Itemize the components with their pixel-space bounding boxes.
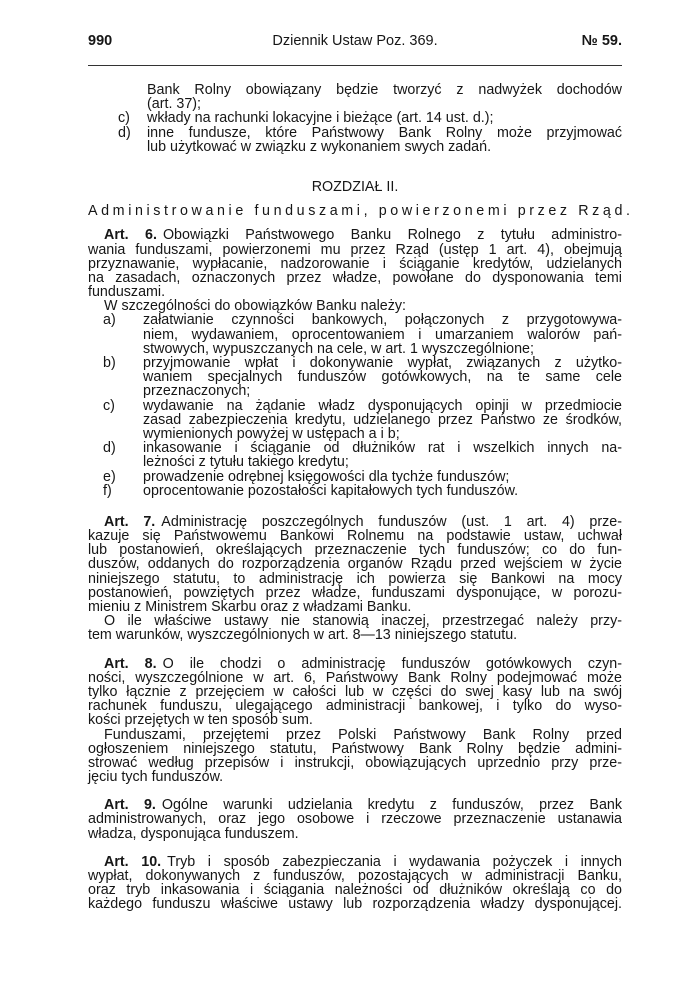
line-text: (art. 37); xyxy=(147,96,202,113)
text-line xyxy=(88,600,622,614)
text-line xyxy=(88,285,622,299)
text-line xyxy=(88,742,622,756)
text-line xyxy=(88,529,622,543)
issue-number: № 59. xyxy=(581,33,622,49)
line-text: inkasowanie i ściąganie od dłużników rat i wszelkich innych na- xyxy=(143,440,622,457)
line-text: przyjmowanie wpłat i dokonywanie wypłat, związanych z użytko- xyxy=(143,355,622,372)
line-text: O ile chodzi o administrację funduszów gotówkowych czyn- xyxy=(162,655,622,672)
enumerated-list xyxy=(88,83,622,154)
line-text: Bank Rolny obowiązany będzie tworzyć z nadwyżek dochodów xyxy=(147,82,622,98)
line-text: zasad zabezpieczenia kredytu, udzielanego przez Państwo ze środków, xyxy=(143,411,622,428)
line-text: mieniu z Ministrem Skarbu oraz z władzami Banku. xyxy=(88,599,412,616)
list-item xyxy=(88,470,622,484)
list-item-label: e) xyxy=(103,468,116,485)
text-line xyxy=(88,228,622,242)
chapter-title: ROZDZIAŁ II. xyxy=(311,178,399,195)
text-line xyxy=(143,356,622,370)
page-number: 990 xyxy=(88,33,113,49)
line-text: W szczególności do obowiązków Banku należy: xyxy=(104,298,406,315)
text-line xyxy=(88,271,622,285)
article-label: Art. 6. xyxy=(104,227,157,244)
list-item xyxy=(88,111,622,125)
enumerated-list xyxy=(88,313,622,497)
article-label: Art. 10. xyxy=(104,853,162,870)
text-line xyxy=(88,827,622,841)
line-text: przeznaczonych; xyxy=(143,383,251,400)
text-line xyxy=(88,855,622,869)
article-10 xyxy=(88,855,622,912)
list-item xyxy=(88,126,622,154)
line-text: stwowych, wypuszczanych na cele, w art. 1 wyszczególnione; xyxy=(143,340,534,357)
text-line xyxy=(147,83,622,97)
article-6 xyxy=(88,228,622,299)
text-line xyxy=(143,413,622,427)
line-text: duszów, oddanych do rozporządzenia organów Rządu przed wejściem w życie xyxy=(88,556,622,573)
line-text: tem warunków, wyszczególnionych w art. 8—13 niniejszego statutu. xyxy=(88,627,518,644)
text-line xyxy=(143,470,622,484)
text-line xyxy=(88,586,622,600)
text-line xyxy=(143,370,622,384)
list-item-label: c) xyxy=(103,397,115,414)
text-line xyxy=(143,484,622,498)
text-line xyxy=(88,798,622,812)
text-line xyxy=(88,685,622,699)
list-item xyxy=(88,356,622,399)
header-divider xyxy=(88,65,622,66)
line-text: Tryb i sposób zabezpieczania i wydawania pożyczek i innych xyxy=(167,853,623,870)
list-item-label: c) xyxy=(118,110,130,127)
article-label: Art. 8. xyxy=(104,655,157,672)
text-line xyxy=(88,572,622,586)
line-text: władza, dysponująca funduszem. xyxy=(88,825,299,842)
line-text: O ile właściwe ustawy nie stanowią inaczej, przestrzegać należy przy- xyxy=(104,613,622,630)
list-item-label: d) xyxy=(103,440,116,457)
text-line xyxy=(88,883,622,897)
text-line xyxy=(88,671,622,685)
text-line xyxy=(147,97,622,111)
text-line xyxy=(147,140,622,154)
text-line xyxy=(143,427,622,441)
article-label: Art. 7. xyxy=(104,513,156,530)
page-header xyxy=(88,33,622,53)
journal-title: Dziennik Ustaw Poz. 369. xyxy=(272,33,438,49)
text-line xyxy=(88,897,622,911)
text-line xyxy=(143,384,622,398)
line-text: lub postanowień, określających przeznaczenie tych funduszów; co do fun- xyxy=(88,542,622,559)
list-item-label: f) xyxy=(103,482,112,499)
text-line xyxy=(88,728,622,742)
document-body xyxy=(88,82,634,913)
text-line xyxy=(143,313,622,327)
line-text: niniejszego statutu, to administrację ich powierza się Bankowi na mocy xyxy=(88,570,622,587)
text-line xyxy=(88,869,622,883)
text-line xyxy=(88,543,622,557)
line-text: ności, wyszczególnione w art. 6, Państwowy Bank Rolny podejmować może xyxy=(88,669,622,686)
text-line xyxy=(88,812,622,826)
line-text: rachunek funduszu, ulegającego administracji bankowej, i tylko do wyso- xyxy=(88,698,622,715)
text-line xyxy=(88,657,622,671)
paragraph xyxy=(88,299,622,313)
line-text: wypłat, dokonywanych z funduszów, pozostających w administracji Banku, xyxy=(88,868,622,885)
line-text: Administrację poszczególnych funduszów (ust. 1 art. 4) prze- xyxy=(161,513,622,530)
text-line xyxy=(143,455,622,469)
line-text: przyznawanie, wypłacanie, nadzorowanie i ściąganie kredytów, udzielanych xyxy=(88,255,622,272)
line-text: wkłady na rachunki lokacyjne i bieżące (art. 14 ust. d.); xyxy=(147,110,494,127)
article-8 xyxy=(88,657,622,728)
list-item-label: d) xyxy=(118,124,131,141)
line-text: strować według przepisów i instrukcji, obowiązujących uprzednio przy prze- xyxy=(88,754,622,771)
list-item xyxy=(88,399,622,442)
text-line xyxy=(88,628,622,642)
line-text: niem, wydawaniem, oprocentowaniem i umarzaniem walorów pań- xyxy=(143,326,622,343)
text-line xyxy=(88,614,622,628)
line-text: załatwianie czynności bankowych, połączonych z przygotowywa- xyxy=(143,312,622,329)
line-text: postanowień, powziętych przez władze, funduszami dysponujące, w porozu- xyxy=(88,584,622,601)
list-item xyxy=(88,441,622,469)
list-item xyxy=(88,83,622,111)
text-line xyxy=(147,126,622,140)
text-line xyxy=(88,699,622,713)
line-text: leżności z tytułu takiego kredytu; xyxy=(143,454,349,471)
line-text: oraz tryb inkasowania i ściągania należności od dłużników określają co do xyxy=(88,882,622,899)
line-text: każdego funduszu właściwe ustawy lub rozporządzenia władzy dysponującej. xyxy=(88,896,622,913)
text-line xyxy=(143,328,622,342)
line-text: wydawanie na żądanie władz dysponujących opinji w przedmiocie xyxy=(143,397,622,414)
line-text: jęciu tych funduszów. xyxy=(88,769,224,786)
article-7 xyxy=(88,515,622,614)
text-line xyxy=(88,257,622,271)
article-9 xyxy=(88,798,622,841)
paragraph xyxy=(88,728,622,785)
paragraph xyxy=(88,614,622,642)
article-label: Art. 9. xyxy=(104,797,156,814)
line-text: oprocentowanie pozostałości kapitałowych tych funduszów. xyxy=(143,482,519,499)
line-text: prowadzenie odrębnej księgowości dla tychże funduszów; xyxy=(143,468,510,485)
line-text: ogłoszeniem niniejszego statutu, Państwowy Bank Rolny będzie admini- xyxy=(88,740,622,757)
chapter-subtitle: Administrowanie funduszami, powierzonemi przez Rząd. xyxy=(88,203,634,220)
list-item-label: b) xyxy=(103,355,116,372)
list-item-label: a) xyxy=(103,312,116,329)
line-text: lub użytkować w związku z wykonaniem swych zadań. xyxy=(147,138,492,155)
line-text: inne fundusze, które Państwowy Bank Rolny może przyjmować xyxy=(147,124,622,141)
line-text: waniem specjalnych funduszów gotówkowych, na te same cele xyxy=(143,369,622,386)
text-line xyxy=(88,557,622,571)
text-line xyxy=(88,515,622,529)
text-line xyxy=(88,299,622,313)
list-item xyxy=(88,313,622,356)
line-text: wania funduszami, powierzonemi mu przez Rząd (ustęp 1 art. 4), obejmują xyxy=(88,241,622,258)
text-line xyxy=(147,111,622,125)
line-text: Obowiązki Państwowego Banku Rolnego z tytułu administro- xyxy=(162,227,622,244)
line-text: funduszami. xyxy=(88,284,166,301)
line-text: administrowanych, oraz jego osobowe i rzeczowe przeznaczenie ustanawia xyxy=(88,811,622,828)
text-line xyxy=(88,770,622,784)
line-text: kości przejętych w ten sposób sum. xyxy=(88,712,313,729)
list-item xyxy=(88,484,622,498)
text-line xyxy=(143,441,622,455)
line-text: Funduszami, przejętemi przez Polski Państwowy Bank Rolny przed xyxy=(104,726,622,743)
line-text: wymienionych powyżej w ustępach a i b; xyxy=(143,425,400,442)
line-text: na zasadach, oznaczonych przez władze, powołane do dysponowania temi xyxy=(88,269,622,286)
line-text: kazuje się Państwowemu Bankowi Rolnemu na podstawie ustaw, uchwał xyxy=(88,528,622,545)
line-text: tylko łącznie z przejęciem w całości lub w części do swej kasy lub na swój xyxy=(88,683,622,700)
text-line xyxy=(143,399,622,413)
text-line xyxy=(88,713,622,727)
text-line xyxy=(88,243,622,257)
line-text: Ogólne warunki udzielania kredytu z funduszów, przez Bank xyxy=(161,797,622,814)
text-line xyxy=(143,342,622,356)
text-line xyxy=(88,756,622,770)
